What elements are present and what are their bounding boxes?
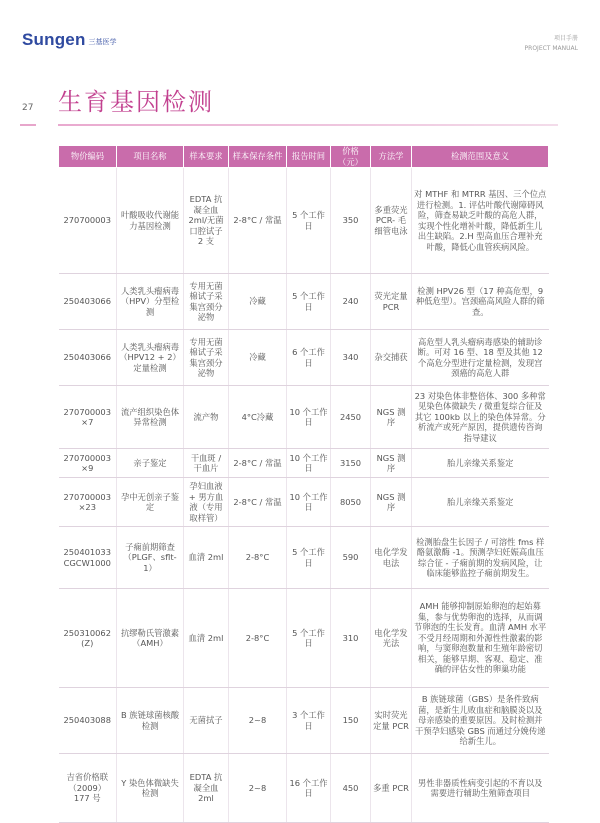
table-row xyxy=(59,589,549,688)
cell-method: 多重 PCR xyxy=(371,754,412,823)
page-title: 生育基因检测 xyxy=(58,88,214,116)
manual-label-cn: 项目手册 xyxy=(553,35,578,42)
cell-sample: EDTA 抗凝全血 2ml/无菌口腔试子 2 支 xyxy=(184,168,229,274)
cell-storage: 2-8°C / 常温 xyxy=(229,478,287,527)
header-right xyxy=(525,34,578,54)
table-row xyxy=(59,330,549,386)
cell-storage: 2-8°C xyxy=(229,589,287,688)
cell-storage: 冷藏 xyxy=(229,274,287,330)
cell-time: 16 个工作日 xyxy=(287,754,331,823)
cell-time: 10 个工作日 xyxy=(287,386,331,449)
header-scope: 检测范围及意义 xyxy=(412,146,549,168)
cell-storage: 2-8°C / 常温 xyxy=(229,168,287,274)
manual-label-en: PROJECT MANUAL xyxy=(524,45,578,52)
table-header-row xyxy=(59,146,549,168)
test-table xyxy=(58,145,549,823)
table-row xyxy=(59,527,549,589)
cell-storage: 2-8°C / 常温 xyxy=(229,449,287,478)
cell-method: NGS 测序 xyxy=(371,449,412,478)
logo-text: Sungen xyxy=(22,30,86,49)
cell-scope: 23 对染色体非整倍体、300 多种常见染色体微缺失 / 微重复综合征及其它 100kb 以上的染色体异常。分析流产或死产原因，提供遗传咨询指导建议 xyxy=(412,386,549,449)
cell-name: 人类乳头瘤病毒（HPV）分型检测 xyxy=(117,274,184,330)
cell-sample: 血清 2ml xyxy=(184,527,229,589)
cell-name: 亲子鉴定 xyxy=(117,449,184,478)
cell-scope: AMH 能够抑制原始卵泡的起始募集，参与优势卵泡的选择，从而调节卵泡的生长发育。血清 AMH 水平不受月经周期和外源性性激素的影响，与窦卵泡数量和生殖年龄密切相关，能够早期、客观、稳定、准确的评估女性的卵巢功能 xyxy=(412,589,549,688)
header-storage: 样本保存条件 xyxy=(229,146,287,168)
cell-name: 抗缪勒氏管激素（AMH） xyxy=(117,589,184,688)
cell-method: 荧光定量 PCR xyxy=(371,274,412,330)
cell-price: 340 xyxy=(331,330,371,386)
table-row xyxy=(59,386,549,449)
cell-sample: 血清 2ml xyxy=(184,589,229,688)
cell-scope: 检测 HPV26 型（17 种高危型，9 种低危型）。宫颈癌高风险人群的筛查。 xyxy=(412,274,549,330)
table-row xyxy=(59,168,549,274)
cell-method: NGS 测序 xyxy=(371,478,412,527)
cell-name: 叶酸吸收代谢能力基因检测 xyxy=(117,168,184,274)
cell-code: 250310062 (Z) xyxy=(59,589,117,688)
cell-name: 孕中无创亲子鉴定 xyxy=(117,478,184,527)
cell-method: 实时荧光定量 PCR xyxy=(371,688,412,754)
logo-suffix: 三基医学 xyxy=(88,38,117,46)
title-divider xyxy=(58,124,558,126)
table-row xyxy=(59,449,549,478)
cell-code: 250401033 CGCW1000 xyxy=(59,527,117,589)
cell-name: B 族链球菌核酸检测 xyxy=(117,688,184,754)
header-sample: 样本要求 xyxy=(184,146,229,168)
cell-code: 270700003 ×23 xyxy=(59,478,117,527)
cell-storage: 冷藏 xyxy=(229,330,287,386)
cell-price: 2450 xyxy=(331,386,371,449)
cell-price: 150 xyxy=(331,688,371,754)
cell-scope: 男性非器质性病变引起的不育以及需要进行辅助生殖筛查项目 xyxy=(412,754,549,823)
cell-method: 电化学发光法 xyxy=(371,589,412,688)
cell-sample: 孕妇血液 + 男方血液（专用取样管） xyxy=(184,478,229,527)
cell-price: 3150 xyxy=(331,449,371,478)
table-row xyxy=(59,478,549,527)
cell-time: 3 个工作日 xyxy=(287,688,331,754)
cell-code: 250403066 xyxy=(59,330,117,386)
cell-storage: 2~8 xyxy=(229,754,287,823)
cell-method: NGS 测序 xyxy=(371,386,412,449)
cell-name: 人类乳头瘤病毒（HPV12 + 2）定量检测 xyxy=(117,330,184,386)
cell-scope: 胎儿亲缘关系鉴定 xyxy=(412,449,549,478)
cell-code: 250403088 xyxy=(59,688,117,754)
cell-price: 240 xyxy=(331,274,371,330)
cell-code: 270700003 xyxy=(59,168,117,274)
cell-time: 5 个工作日 xyxy=(287,274,331,330)
table-row xyxy=(59,688,549,754)
cell-name: 流产组织染色体异常检测 xyxy=(117,386,184,449)
table-row xyxy=(59,274,549,330)
cell-method: 电化学发电法 xyxy=(371,527,412,589)
cell-price: 310 xyxy=(331,589,371,688)
cell-storage: 4°C冷藏 xyxy=(229,386,287,449)
header-name: 项目名称 xyxy=(117,146,184,168)
header-method: 方法学 xyxy=(371,146,412,168)
cell-time: 6 个工作日 xyxy=(287,330,331,386)
cell-storage: 2-8°C xyxy=(229,527,287,589)
cell-time: 10 个工作日 xyxy=(287,449,331,478)
cell-sample: EDTA 抗凝全血 2ml xyxy=(184,754,229,823)
cell-time: 5 个工作日 xyxy=(287,168,331,274)
cell-storage: 2~8 xyxy=(229,688,287,754)
cell-code: 270700003 ×7 xyxy=(59,386,117,449)
cell-sample: 流产物 xyxy=(184,386,229,449)
cell-method: 多重荧光 PCR- 毛细管电泳 xyxy=(371,168,412,274)
cell-code: 270700003 ×9 xyxy=(59,449,117,478)
cell-time: 10 个工作日 xyxy=(287,478,331,527)
cell-price: 8050 xyxy=(331,478,371,527)
cell-scope: 检测胎盘生长因子 / 可溶性 fms 样酪氨激酶 -1。预测孕妇妊娠高血压综合征 - 子痫前期的发病风险，让临床能够监控子痫前期发生。 xyxy=(412,527,549,589)
cell-time: 5 个工作日 xyxy=(287,527,331,589)
cell-scope: B 族链球菌（GBS）是条件致病菌，是新生儿败血症和脑膜炎以及母亲感染的重要原因。及时检测并干预孕妇感染 GBS 而通过分娩传递给新生儿。 xyxy=(412,688,549,754)
cell-sample: 无菌拭子 xyxy=(184,688,229,754)
cell-sample: 专用无菌棉试子采集宫颈分泌物 xyxy=(184,274,229,330)
cell-sample: 干血斑 / 干血片 xyxy=(184,449,229,478)
cell-name: 子痫前期筛查（PLGF、sflt-1） xyxy=(117,527,184,589)
cell-price: 450 xyxy=(331,754,371,823)
cell-code: 250403066 xyxy=(59,274,117,330)
header-code: 物价编码 xyxy=(59,146,117,168)
cell-scope: 对 MTHF 和 MTRR 基因、三个位点进行检测。1. 评估叶酸代谢障碍风险，筛查易缺乏叶酸的高危人群，实现个性化增补叶酸，降低新生儿出生缺陷。2.H 型高血压合理补充叶酸，降低心血管疾病风险。 xyxy=(412,168,549,274)
cell-scope: 胎儿亲缘关系鉴定 xyxy=(412,478,549,527)
header-price: 价格（元） xyxy=(331,146,371,168)
cell-name: Y 染色体微缺失检测 xyxy=(117,754,184,823)
page-number: 27 xyxy=(22,103,34,113)
table-row xyxy=(59,754,549,823)
cell-code: 吉省价格联（2009）177 号 xyxy=(59,754,117,823)
brand-logo xyxy=(22,30,117,50)
cell-price: 350 xyxy=(331,168,371,274)
cell-time: 5 个工作日 xyxy=(287,589,331,688)
cell-scope: 高危型人乳头瘤病毒感染的辅助诊断。可对 16 型、18 型及其他 12 个高危分型进行定量检测，发现宫颈癌的高危人群 xyxy=(412,330,549,386)
header-time: 报告时间 xyxy=(287,146,331,168)
cell-price: 590 xyxy=(331,527,371,589)
side-mark xyxy=(20,124,36,126)
cell-sample: 专用无菌棉试子采集宫颈分泌物 xyxy=(184,330,229,386)
cell-method: 杂交捕获 xyxy=(371,330,412,386)
